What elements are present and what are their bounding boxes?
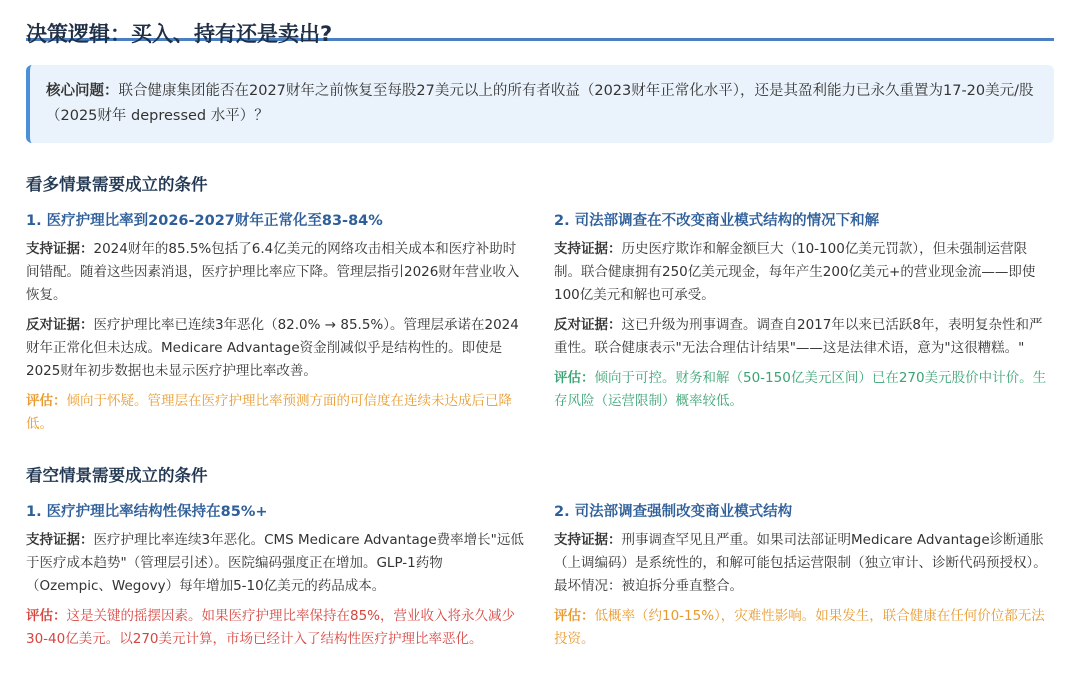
core-question-text: 联合健康集团能否在2027财年之前恢复至每股27美元以上的所有者收益（2023财年正常化水平），还是其盈利能力已永久重置为17-20美元/股（2025财年 depressed 水平）？ — [46, 83, 1034, 124]
eval-label: 评估： — [26, 608, 67, 624]
bull-card-1 — [26, 209, 526, 436]
support-label: 支持证据： — [26, 241, 94, 257]
bear-card-1-title: 1. 医疗护理比率结构性保持在85%+ — [26, 504, 268, 520]
support-text: 医疗护理比率连续3年恶化。CMS Medicare Advantage费率增长"远低于医疗成本趋势"（管理层引述）。医院编码强度正在增加。GLP-1药物（Ozempic、Wegovy）每年增加5-10亿美元的药品成本。 — [26, 532, 524, 594]
bear-heading: 看空情景需要成立的条件 — [26, 466, 208, 485]
page-title: 决策逻辑：买入、持有还是卖出? — [26, 22, 333, 46]
bear-card-2-support — [554, 529, 1054, 598]
eval-label: 评估： — [554, 608, 595, 624]
support-text: 历史医疗欺诈和解金额巨大（10-100亿美元罚款），但未强制运营限制。联合健康拥有250亿美元现金，每年产生200亿美元+的营业现金流——即使100亿美元和解也可承受。 — [554, 241, 1036, 303]
bear-card-2-eval — [554, 605, 1054, 651]
bull-card-1-eval — [26, 390, 526, 436]
bull-card-1-counter — [26, 314, 526, 383]
bull-card-2-counter — [554, 314, 1054, 360]
eval-label: 评估： — [26, 393, 67, 409]
eval-text: 倾向于可控。财务和解（50-150亿美元区间）已在270美元股价中计价。生存风险（运营限制）概率较低。 — [554, 370, 1047, 409]
support-text: 刑事调查罕见且严重。如果司法部证明Medicare Advantage诊断通胀（上调编码）是系统性的，和解可能包括运营限制（独立审计、诊断代码预授权）。最坏情况：被迫拆分垂直整合。 — [554, 532, 1047, 594]
eval-label: 评估： — [554, 370, 595, 386]
eval-text: 这是关键的摇摆因素。如果医疗护理比率保持在85%，营业收入将永久减少30-40亿美元。以270美元计算，市场已经计入了结构性医疗护理比率恶化。 — [26, 608, 516, 647]
support-label: 支持证据： — [554, 241, 622, 257]
counter-text: 这已升级为刑事调查。调查自2017年以来已活跃8年，表明复杂性和严重性。联合健康表示"无法合理估计结果"——这是法律术语，意为"这很糟糕。" — [554, 317, 1043, 356]
core-question-label: 核心问题： — [46, 83, 119, 99]
bear-card-2-title: 2. 司法部调查强制改变商业模式结构 — [554, 504, 793, 520]
counter-label: 反对证据： — [26, 317, 94, 333]
counter-text: 医疗护理比率已连续3年恶化（82.0% → 85.5%）。管理层承诺在2024财年正常化但未达成。Medicare Advantage资金削减似乎是结构性的。即使是2025财年初步数据也未显示医疗护理比率改善。 — [26, 317, 519, 379]
eval-text: 倾向于怀疑。管理层在医疗护理比率预测方面的可信度在连续未达成后已降低。 — [26, 393, 512, 432]
counter-label: 反对证据： — [554, 317, 622, 333]
bull-card-2 — [554, 209, 1054, 436]
bull-card-1-support — [26, 238, 526, 307]
bear-card-2 — [554, 500, 1054, 651]
bull-card-2-title: 2. 司法部调查在不改变商业模式结构的情况下和解 — [554, 213, 880, 229]
bull-heading: 看多情景需要成立的条件 — [26, 175, 208, 194]
bull-card-2-eval — [554, 367, 1054, 413]
eval-text: 低概率（约10-15%），灾难性影响。如果发生，联合健康在任何价位都无法投资。 — [554, 608, 1045, 647]
support-label: 支持证据： — [26, 532, 94, 548]
bull-card-2-support — [554, 238, 1054, 307]
bear-card-1-eval — [26, 605, 526, 651]
bull-grid — [26, 209, 1054, 436]
bear-card-1-support — [26, 529, 526, 598]
support-label: 支持证据： — [554, 532, 622, 548]
support-text: 2024财年的85.5%包括了6.4亿美元的网络攻击相关成本和医疗补助时间错配。随着这些因素消退，医疗护理比率应下降。管理层指引2026财年营业收入恢复。 — [26, 241, 520, 303]
bull-card-1-title: 1. 医疗护理比率到2026-2027财年正常化至83-84% — [26, 213, 383, 229]
bear-card-1 — [26, 500, 526, 651]
core-question-callout — [26, 65, 1054, 143]
bear-grid — [26, 500, 1054, 651]
